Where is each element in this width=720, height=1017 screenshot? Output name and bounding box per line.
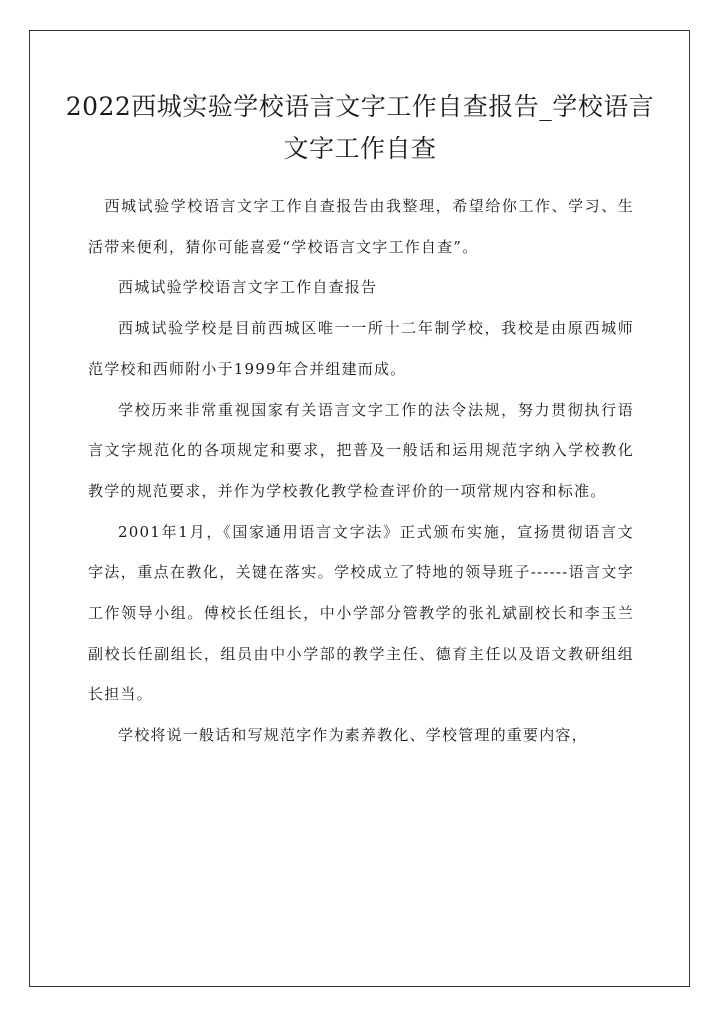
paragraph-school-history: 西城试验学校是目前西城区唯一一所十二年制学校，我校是由原西城师范学校和西师附小于1999年合并组建而成。 <box>88 319 634 378</box>
paragraph-standards: 学校历来非常重视国家有关语言文字工作的法令法规，努力贯彻执行语言文字规范化的各项规定和要求，把普及一般话和运用规范字纳入学校教化教学的规范要求，并作为学校教化教学检查评价的一项常规内容和标准。 <box>88 400 634 500</box>
paragraph-intro: 西城试验学校语言文字工作自查报告由我整理，希望给你工作、学习、生活带来便利，猜你可能喜爱“学校语言文字工作自查”。 <box>88 197 634 256</box>
paragraph-subtitle: 西城试验学校语言文字工作自查报告 <box>118 278 378 297</box>
paragraph-leadership: 2001年1月，《国家通用语言文字法》正式颁布实施，宣扬贯彻语言文字法，重点在教化，关键在落实。学校成立了特地的领导班子------语言文字工作领导小组。傅校长任组长，中小学部分管教学的张礼斌副校长和李玉兰副校长任副组长，组员由中小学部的教学主任、德育主任以及语文教研组组长担当。 <box>88 522 634 704</box>
document-body <box>88 186 634 756</box>
paragraph-management: 学校将说一般话和写规范字作为素养教化、学校管理的重要内容， <box>118 726 588 745</box>
document-title: 2022西城实验学校语言文字工作自查报告_学校语言文字工作自查 <box>65 92 655 163</box>
